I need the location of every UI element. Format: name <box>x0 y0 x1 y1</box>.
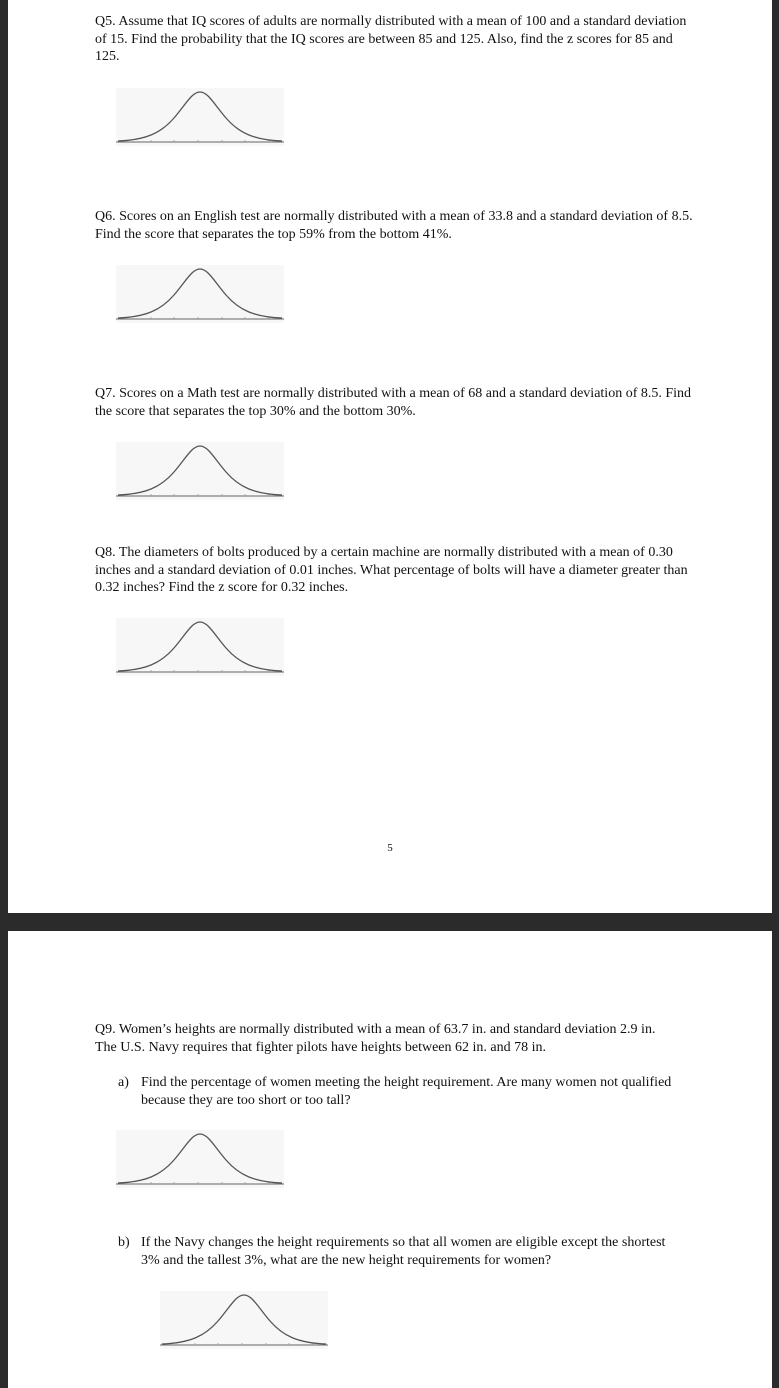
normal-curve-figure <box>116 1130 284 1188</box>
normal-curve-figure <box>116 88 284 146</box>
question-5-text: Q5. Assume that IQ scores of adults are normally distributed with a mean of 100 and a standard deviation of 15. Find the probability that the IQ scores are between 85 and 125. Also, find the z scores for 85 and 125. <box>95 14 687 64</box>
question-9-part-b <box>118 1234 678 1269</box>
part-text: Find the percentage of women meeting the height requirement. Are many women not qualified because they are too short or too tall? <box>141 1075 672 1108</box>
document-page-2 <box>8 931 772 1388</box>
page-number: 5 <box>387 842 393 854</box>
part-letter: a) <box>118 1075 129 1090</box>
normal-curve-figure <box>160 1291 328 1349</box>
question-9-part-a <box>118 1074 678 1109</box>
question-6-text: Q6. Scores on an English test are normally distributed with a mean of 33.8 and a standard deviation of 8.5. Find the score that separates the top 59% from the bottom 41%. <box>95 209 693 242</box>
normal-curve-figure <box>116 618 284 676</box>
question-9-text: Q9. Women’s heights are normally distributed with a mean of 63.7 in. and standard deviation 2.9 in. The U.S. Navy requires that fighter pilots have heights between 62 in. and 78 in. <box>95 1022 656 1055</box>
normal-curve-figure <box>116 442 284 500</box>
question-7-text: Q7. Scores on a Math test are normally distributed with a mean of 68 and a standard deviation of 8.5. Find the score that separates the top 30% and the bottom 30%. <box>95 386 692 419</box>
normal-curve-figure <box>116 265 284 323</box>
question-8-text: Q8. The diameters of bolts produced by a certain machine are normally distributed with a mean of 0.30 inches and a standard deviation of 0.01 inches. What percentage of bolts will have a diameter greater than 0.32 inches? Find the z score for 0.32 inches. <box>95 545 688 595</box>
part-letter: b) <box>118 1235 130 1250</box>
document-page-1 <box>8 0 772 913</box>
part-text: If the Navy changes the height requirements so that all women are eligible except the shortest 3% and the tallest 3%, what are the new height requirements for women? <box>141 1235 666 1268</box>
